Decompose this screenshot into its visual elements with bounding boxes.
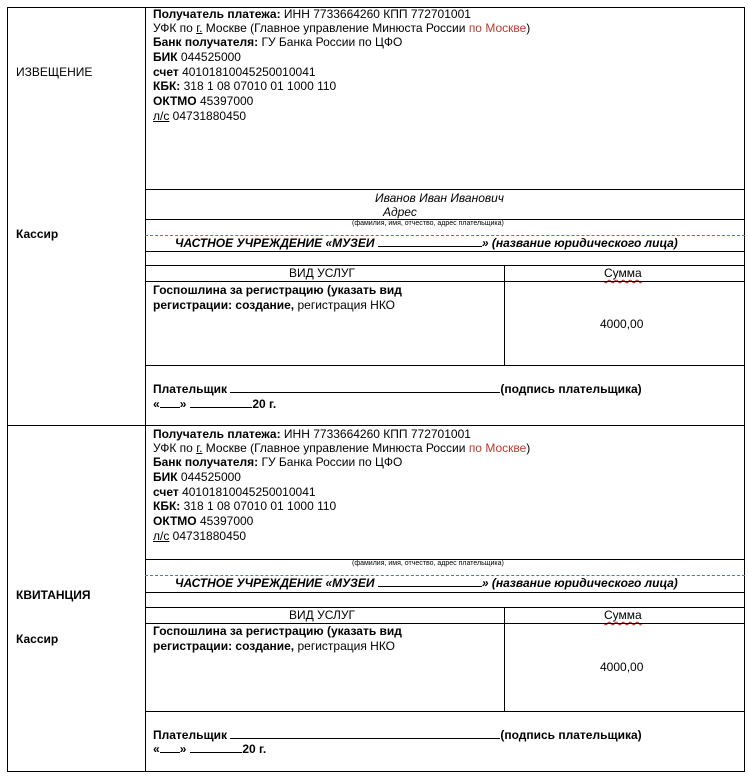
org-blank-2 [378, 575, 482, 587]
account-label: счет [153, 65, 179, 79]
service-desc-2b-normal: регистрация НКО [294, 639, 396, 653]
bik-label-2: БИК [153, 470, 178, 484]
frame-bottom [7, 771, 745, 772]
ufk-end: ) [526, 21, 531, 35]
oktmo-line [153, 94, 253, 109]
date-month-blank-1 [190, 396, 252, 408]
recipient-line [153, 7, 471, 22]
date-day-blank-2 [160, 741, 180, 753]
col-service-2: ВИД УСЛУГ [289, 608, 355, 622]
service-desc-1b-bold: регистрации: создание, [153, 298, 295, 312]
bank-line [153, 35, 402, 50]
service-desc-2b [153, 639, 395, 654]
date-year-2: 20 г. [242, 742, 267, 756]
frame-right [744, 7, 745, 772]
notice-title: ИЗВЕЩЕНИЕ [16, 65, 93, 79]
payer-caption-2: (фамилия, имя, отчество, адрес плательщика) [352, 560, 504, 567]
oktmo-line-2 [153, 514, 253, 529]
oktmo-value-2: 45397000 [196, 514, 254, 528]
ufk-g-2: г. [196, 441, 203, 455]
kbk-line-2 [153, 499, 336, 514]
table-header-bottom-1 [145, 281, 745, 282]
account-value: 40101810045250010041 [178, 65, 316, 79]
col-sum-1: Сумма [604, 266, 642, 280]
date-mid-2: » [179, 742, 187, 756]
ufk-end-2: ) [526, 441, 531, 455]
org-right-2: » (название юридического лица) [481, 576, 678, 590]
org-bottom-2 [145, 592, 745, 593]
ls-prefix-2: л/с [153, 529, 170, 543]
payer-label-1: Плательщик [153, 382, 231, 396]
kbk-label-2: КБК: [153, 499, 181, 513]
org-line-2 [175, 575, 678, 591]
date-line-1 [153, 396, 276, 412]
recipient-line-2 [153, 427, 471, 442]
ufk-g: г. [196, 21, 203, 35]
account-line [153, 65, 316, 80]
table-bottom-1 [145, 365, 745, 366]
col-service-1: ВИД УСЛУГ [289, 266, 355, 280]
ls-line-2 [153, 529, 246, 544]
sign-label-2: (подпись плательщика) [500, 728, 642, 742]
payer-sign-blank-2 [230, 727, 500, 739]
amount-1: 4000,00 [600, 317, 644, 331]
date-line-2 [153, 741, 266, 757]
ufk-middle: Москве (Главное управление Минюста России [202, 21, 469, 35]
org-line-1 [175, 235, 678, 251]
bank-line-2 [153, 455, 402, 470]
service-desc-1a: Госпошлина за регистрацию (указать вид [153, 283, 402, 297]
ufk-red-2: по Москве [468, 441, 527, 455]
payer-sign-blank-1 [230, 381, 500, 393]
table-col-divider-2 [504, 607, 505, 712]
kbk-label: КБК: [153, 79, 181, 93]
service-desc-2b-bold: регистрации: создание, [153, 639, 295, 653]
ls-value-2: 04731880450 [169, 529, 247, 543]
ufk-line-2 [153, 441, 530, 456]
payer-sign-line-1 [153, 381, 642, 397]
org-bottom-1 [145, 251, 745, 252]
service-desc-1b-normal: регистрация НКО [294, 298, 396, 312]
payer-address: Адрес [383, 205, 417, 219]
bik-line [153, 50, 241, 65]
sign-label-1: (подпись плательщика) [500, 382, 642, 396]
ufk-line [153, 21, 530, 36]
recipient-value: ИНН 7733664260 КПП 772701001 [280, 7, 471, 21]
payer-caption-1: (фамилия, имя, отчество, адрес плательщика) [352, 220, 504, 227]
bank-value-2: ГУ Банка России по ЦФО [258, 455, 403, 469]
date-mid-1: » [179, 397, 187, 411]
kbk-value-2: 318 1 08 07010 01 1000 110 [180, 499, 337, 513]
table-bottom-2 [145, 711, 745, 712]
oktmo-value: 45397000 [196, 94, 254, 108]
ls-prefix: л/с [153, 109, 170, 123]
bik-line-2 [153, 470, 241, 485]
cashier-label-2: Кассир [16, 632, 59, 646]
payer-top-line-1 [145, 189, 745, 190]
account-value-2: 40101810045250010041 [178, 485, 316, 499]
bik-value-2: 044525000 [177, 470, 241, 484]
kbk-value: 318 1 08 07010 01 1000 110 [180, 79, 337, 93]
oktmo-label-2: ОКТМО [153, 514, 197, 528]
org-right-1: » (название юридического лица) [481, 236, 678, 250]
table-col-divider-1 [504, 265, 505, 366]
date-open-1: « [153, 397, 160, 411]
date-open-2: « [153, 742, 160, 756]
oktmo-label: ОКТМО [153, 94, 197, 108]
column-divider [145, 7, 146, 772]
section-divider [7, 425, 745, 426]
ls-line [153, 109, 246, 124]
table-top-1 [145, 265, 745, 266]
ufk-red: по Москве [468, 21, 527, 35]
bik-value: 044525000 [177, 50, 241, 64]
bank-label: Банк получателя: [153, 35, 259, 49]
account-line-2 [153, 485, 316, 500]
payer-name: Иванов Иван Иванович [375, 191, 505, 205]
org-left-1: ЧАСТНОЕ УЧРЕЖДЕНИЕ «МУЗЕИ [175, 236, 378, 250]
date-year-1: 20 г. [252, 397, 277, 411]
recipient-value-2: ИНН 7733664260 КПП 772701001 [280, 427, 471, 441]
service-desc-2a: Госпошлина за регистрацию (указать вид [153, 624, 402, 638]
col-sum-2: Сумма [604, 608, 642, 622]
account-label-2: счет [153, 485, 179, 499]
date-month-blank-2 [190, 741, 242, 753]
recipient-label-2: Получатель платежа: [153, 427, 281, 441]
ufk-prefix: УФК по [153, 21, 197, 35]
org-left-2: ЧАСТНОЕ УЧРЕЖДЕНИЕ «МУЗЕИ [175, 576, 378, 590]
service-desc-1b [153, 298, 395, 313]
frame-left [7, 7, 8, 772]
amount-2: 4000,00 [600, 660, 644, 674]
receipt-title: КВИТАНЦИЯ [16, 588, 91, 602]
table-top-2 [145, 607, 745, 608]
bank-value: ГУ Банка России по ЦФО [258, 35, 403, 49]
ls-value: 04731880450 [169, 109, 247, 123]
recipient-label: Получатель платежа: [153, 7, 281, 21]
ufk-middle-2: Москве (Главное управление Минюста России [202, 441, 469, 455]
cashier-label-1: Кассир [16, 227, 59, 241]
ufk-prefix-2: УФК по [153, 441, 197, 455]
payer-label-2: Плательщик [153, 728, 231, 742]
bank-label-2: Банк получателя: [153, 455, 259, 469]
kbk-line [153, 79, 336, 94]
date-day-blank-1 [160, 396, 180, 408]
org-blank-1 [378, 235, 482, 247]
bik-label: БИК [153, 50, 178, 64]
